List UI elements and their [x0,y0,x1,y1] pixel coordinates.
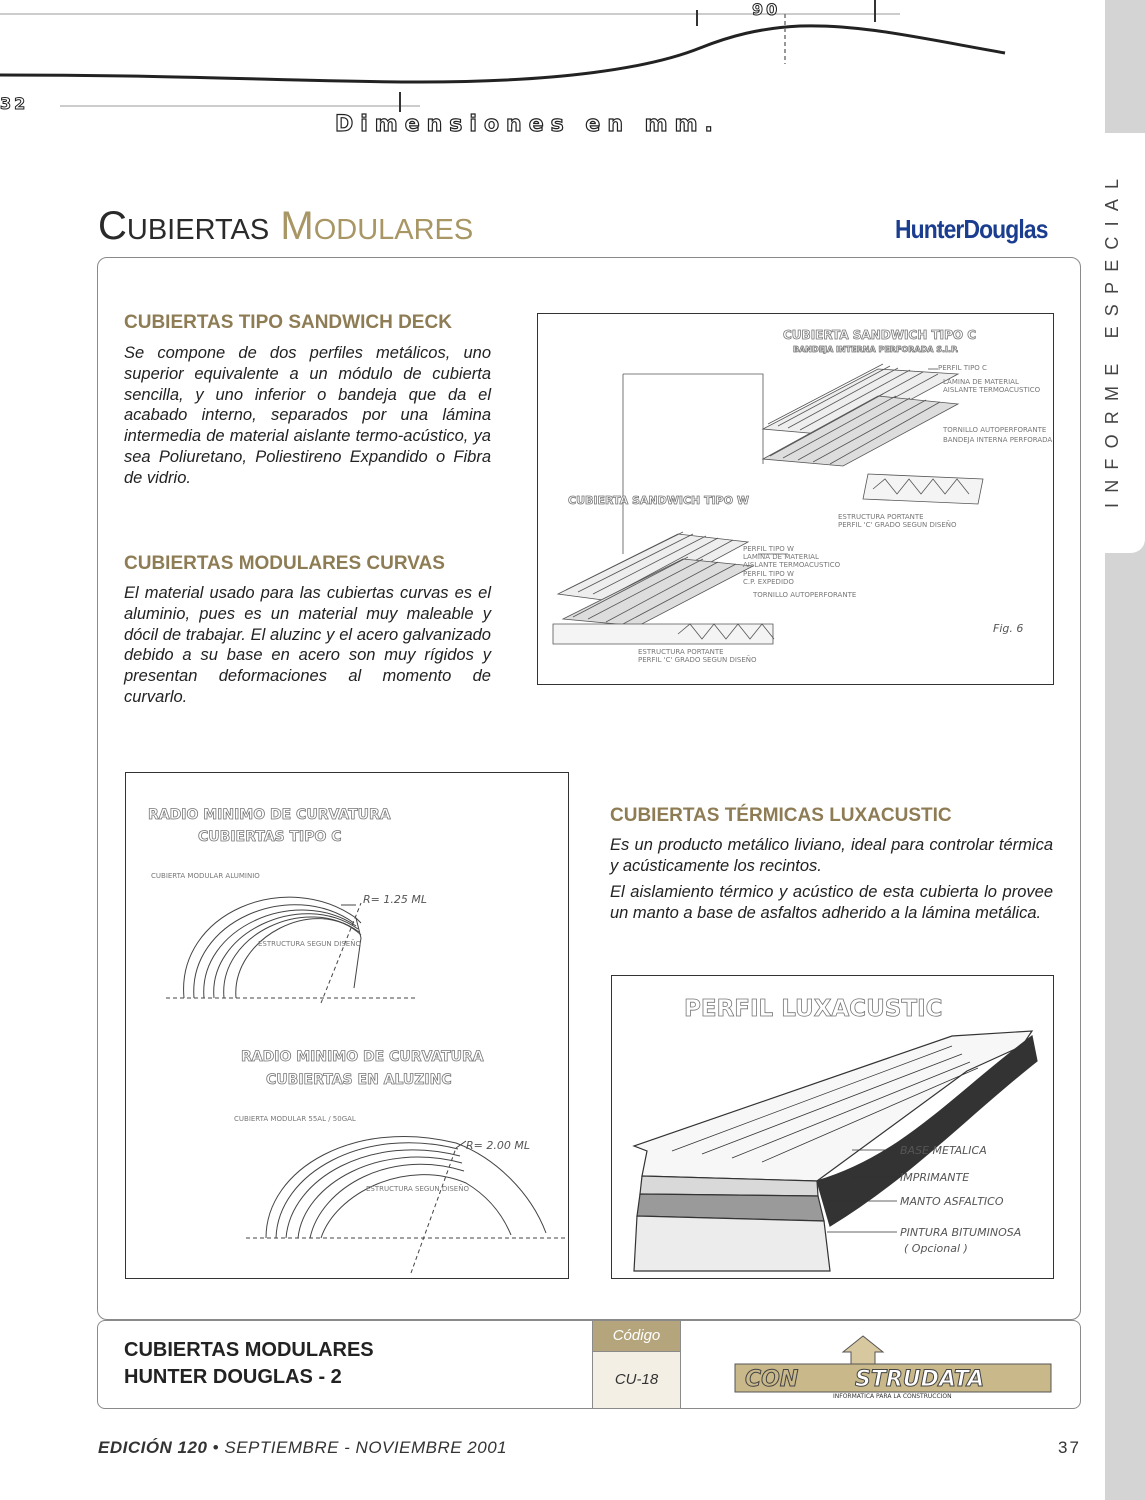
svg-text:PERFIL TIPO C: PERFIL TIPO C [938,364,987,372]
svg-text:PERFIL 'C' GRADO SEGUN DISEÑO: PERFIL 'C' GRADO SEGUN DISEÑO [638,656,757,664]
curvas-text: El material usado para las cubiertas curvas es el aluminio, pues es un material muy maleable y dócil de trabajar. El aluzinc y el acero galvanizado debido a su base en acero son muy rígidos y presentan deformaciones al momento de curvarlo. [124,584,491,706]
sheet-title [124,1337,374,1391]
svg-text:PERFIL TIPO W: PERFIL TIPO W [743,570,794,578]
curvatura-title-3: RADIO MINIMO DE CURVATURA [241,1049,484,1065]
luxacustic-text-1: Es un producto metálico liviano, ideal para controlar térmica y acústicamente los recintos. [610,836,1053,875]
curvatura-title-2: CUBIERTAS TIPO C [198,829,342,845]
fig-6-label: Fig. 6 [993,622,1024,635]
sandwich-figure [537,313,1054,685]
sheet-title-line-1: CUBIERTAS MODULARES [124,1339,374,1361]
sheet-title-line-2: HUNTER DOUGLAS - 2 [124,1366,342,1388]
svg-text:ESTRUCTURA PORTANTE: ESTRUCTURA PORTANTE [838,513,924,521]
svg-text:AISLANTE TERMOACUSTICO: AISLANTE TERMOACUSTICO [743,561,841,569]
title-word-modulares: ODULARES [313,214,474,246]
svg-text:PERFIL TIPO W: PERFIL TIPO W [743,545,794,553]
logo-tagline: INFORMATICA PARA LA CONSTRUCCION [833,1393,952,1400]
curvatura-radius-c: R= 1.25 ML [363,893,427,906]
edition-period: SEPTIEMBRE - NOVIEMBRE 2001 [224,1438,508,1457]
luxacustic-figure-title: PERFIL LUXACUSTIC [684,996,943,1022]
dimensions-caption: Dimensiones en mm. [335,112,720,137]
page-number: 37 [1058,1438,1081,1457]
svg-text:BANDEJA INTERNA PERFORADA: BANDEJA INTERNA PERFORADA [943,436,1053,444]
curvatura-label-c: CUBIERTA MODULAR ALUMINIO [151,872,260,880]
curvatura-title-4: CUBIERTAS EN ALUZINC [266,1072,452,1088]
layer-base-metalica: BASE METALICA [900,1144,987,1157]
edition-line [98,1438,507,1458]
dimension-90-label: 90 [752,0,781,19]
luxacustic-heading: CUBIERTAS TÉRMICAS LUXACUSTIC [610,805,952,826]
svg-text:ESTRUCTURA PORTANTE: ESTRUCTURA PORTANTE [638,648,724,656]
curvatura-figure [125,772,569,1279]
luxacustic-figure [611,975,1054,1279]
curvatura-illustration [126,773,568,1278]
curvatura-radius-a: R= 2.00 ML [466,1139,530,1152]
curvas-heading: CUBIERTAS MODULARES CURVAS [124,553,445,574]
svg-text:LAMINA DE MATERIAL: LAMINA DE MATERIAL [743,553,819,561]
fig-title-tipo-c: CUBIERTA SANDWICH TIPO C [783,328,977,342]
sandwich-illustration [538,314,1053,684]
luxacustic-text-2: El aislamiento térmico y acústico de esta cubierta lo provee un manto a base de asfaltos adherido a la lámina metálica. [610,883,1053,922]
section-label: INFORME ESPECIAL [1102,168,1122,508]
construdata-logo [733,1334,1053,1400]
svg-text:TORNILLO AUTOPERFORANTE: TORNILLO AUTOPERFORANTE [943,426,1047,434]
fig-title-tipo-w: CUBIERTA SANDWICH TIPO W [568,494,750,507]
curvatura-title-1: RADIO MINIMO DE CURVATURA [148,807,391,823]
sandwich-text: Se compone de dos perfiles metálicos, uno superior equivalente a un módulo de cubierta sencilla, y uno inferior o bandeja que da el acabado interno, separados por una lámina intermedia de material aislante termo-acústico, ya sea Poliuretano, Poliestireno Expandido o Fibra de vidrio. [124,344,491,487]
code-value: CU-18 [592,1351,681,1408]
layer-pintura-bituminosa: PINTURA BITUMINOSA [900,1226,1022,1239]
curvatura-support-a: ESTRUCTURA SEGUN DISEÑO [366,1185,469,1193]
code-label: Código [592,1321,681,1351]
title-initial-m: M [280,204,314,248]
title-word-cubiertas: UBIERTAS [126,214,270,246]
edition-separator: • [212,1438,220,1457]
sandwich-heading: CUBIERTAS TIPO SANDWICH DECK [124,312,452,333]
hunter-douglas-logo: HunterDouglas [895,214,1048,244]
svg-text:LAMINA DE MATERIAL: LAMINA DE MATERIAL [943,378,1019,386]
svg-text:TORNILLO AUTOPERFORANTE: TORNILLO AUTOPERFORANTE [753,591,857,599]
logo-con: CON [745,1367,799,1392]
curvatura-support-c: ESTRUCTURA SEGUN DISEÑO [258,940,361,948]
dimension-32-label: 32 [0,94,29,113]
svg-text:AISLANTE TERMOACUSTICO: AISLANTE TERMOACUSTICO [943,386,1041,394]
title-initial-c: C [98,204,127,248]
page-title [98,204,473,249]
fig-subtitle-tipo-c: BANDEJA INTERNA PERFORADA S.I.P. [793,345,959,354]
svg-text:PERFIL 'C' GRADO SEGUN DISEÑO: PERFIL 'C' GRADO SEGUN DISEÑO [838,521,957,529]
layer-imprimante: IMPRIMANTE [900,1171,970,1184]
layer-manto-asfaltico: MANTO ASFALTICO [900,1195,1004,1208]
luxacustic-illustration [612,976,1053,1278]
svg-text:C.P. EXPEDIDO: C.P. EXPEDIDO [743,578,794,586]
logo-strudata: STRUDATA [855,1367,985,1392]
layer-opcional: ( Opcional ) [904,1242,968,1255]
curvatura-label-a: CUBIERTA MODULAR 55AL / 50GAL [234,1115,356,1123]
edition-number: EDICIÓN 120 [98,1438,208,1457]
